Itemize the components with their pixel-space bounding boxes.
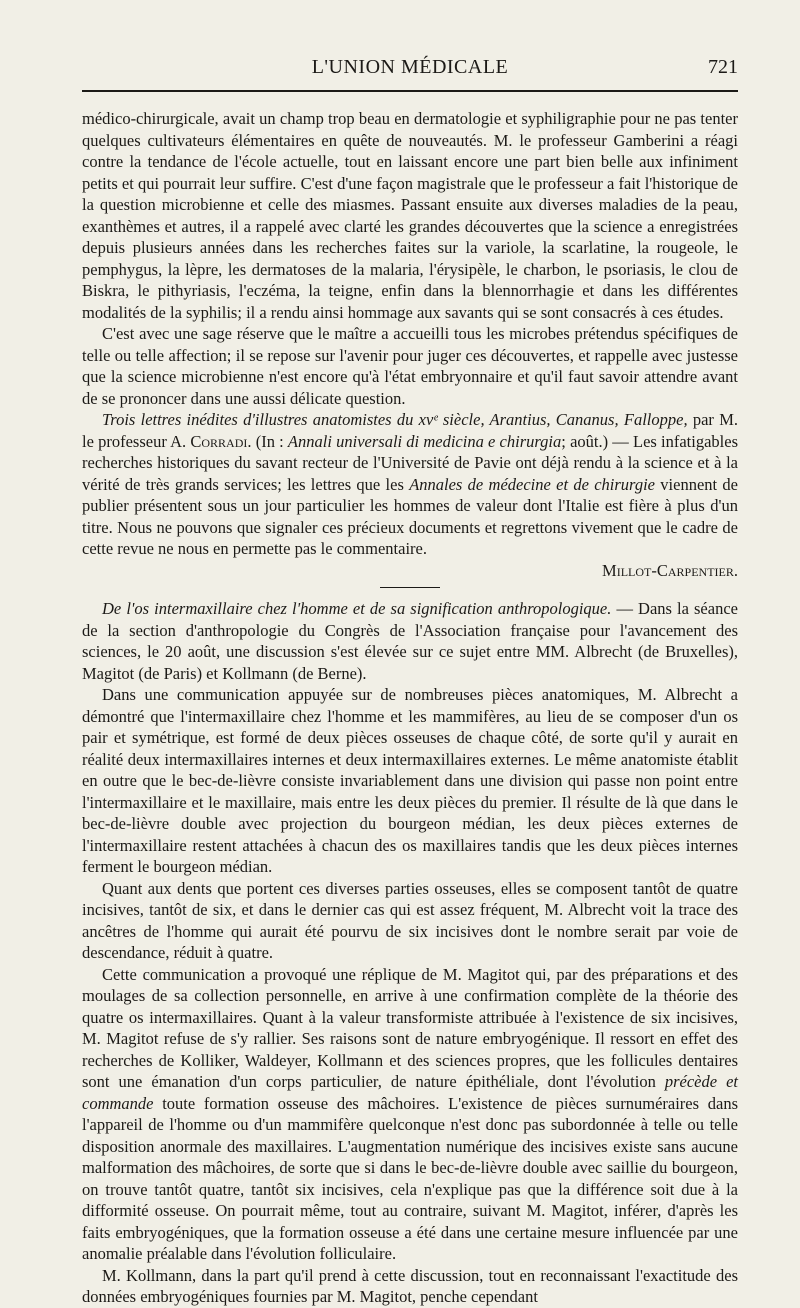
paragraph-intermaxillary: De l'os intermaxillaire chez l'homme et de sa signification anthropologique. — Dans la séance de la section d'anthropologie du Congrès de l'Association française pour l'avancement des sciences, le 20 août, une discussion s'est élevée sur ce sujet entre MM. Albrecht (de Bruxelles), Magitot (de Paris) et Kollmann (de Berne). [82, 599, 738, 683]
paragraph-microbes: C'est avec une sage réserve que le maître a accueilli tous les microbes prétendus spécifiques de telle ou telle affection; il se repose sur l'avenir pour juger ces découvertes, et rappelle avec justesse que la science microbienne n'est encore qu'à l'état embryonnaire et qu'il faut savoir attendre avant de se prononcer dans une aussi délicate question. [82, 324, 738, 408]
annales-name: Annales de médecine et de chirurgie [409, 474, 655, 494]
paragraph-teeth: Quant aux dents que portent ces diverses parties osseuses, elles se composent tantôt de quatre incisives, tantôt de six, et dans le dernier cas qui est assez fréquent, M. Albrecht voit la trace des ancêtres de l'homme qui aurait été pourvu de six incisives dont le nombre serait par voie de descendance, réduit à quatre. [82, 878, 738, 962]
section-separator [380, 587, 440, 588]
paragraph-kollmann: M. Kollmann, dans la part qu'il prend à cette discussion, tout en reconnaissant l'exactitude des données embryogéniques fournies par M. Magitot, penche cependant [82, 1265, 738, 1306]
letters-title: Trois lettres inédites d'illustres anatomistes du xvᵉ siècle, Arantius, Cananus, Falloppe, [102, 410, 688, 429]
running-head [82, 56, 738, 90]
intermaxillary-title: De l'os intermaxillaire chez l'homme et de sa signification anthropologique. [102, 599, 612, 618]
signature: Millot-Carpentier. [602, 560, 738, 580]
article-body [82, 108, 738, 1308]
header-rule [82, 90, 738, 92]
journal-name: Annali universali di medicina e chirurgia [287, 431, 562, 451]
page-number: 721 [708, 56, 738, 78]
paragraph-dermatology: médico-chirurgicale, avait un champ trop beau en dermatologie et syphiligraphie pour ne pas tenter quelques cultivateurs élémentaires en quête de nouveautés. M. le professeur Gamberini a réagi contre la tendance de l'école actuelle, tout en laissant encore une part bien belle aux infiniment petits et qui pourrait leur suffire. C'est d'une façon magistrale que le professeur a fait l'historique de la question microbienne et celle des miasmes. Passant ensuite aux diverses maladies de la peau, exanthèmes et autres, il a rappelé avec clarté les grandes découvertes que la science a enregistrées depuis plusieurs années dans les recherches faites sur la variole, la scarlatine, la rougeole, le pemphygus, la lèpre, les dermatoses de la malaria, l'érysipèle, le charbon, le psoriasis, le clou de Biskra, le pithyriasis, l'eczéma, la teigne, enfin dans la blennorrhagie et dans les différentes modalités de la syphilis; il a rendu ainsi hommage aux savants qui se sont consacrés à ces études. [82, 109, 738, 322]
author-name: Corradi [190, 431, 248, 451]
paragraph-albrecht: Dans une communication appuyée sur de nombreuses pièces anatomiques, M. Albrecht a démontré que l'intermaxillaire chez l'homme et les mammifères, au lieu de se composer d'un os pair et symétrique, est formé de deux pièces osseuses de chaque côté, de sorte qu'il y aurait en réalité deux intermaxillaires internes et deux intermaxillaires externes. Le même anatomiste établit en outre que le bec-de-lièvre consiste invariablement dans une division qui passe non point entre l'intermaxillaire et le maxillaire, mais entre les deux pièces du premier. Il résulte de là que dans le bec-de-lièvre double avec projection du bourgeon médian, les deux pièces externes de l'intermaxillaire restent attachées à chacun des os maxillaires tandis que les deux pièces internes ferment le bourgeon médian. [82, 685, 738, 876]
paragraph-magitot: Cette communication a provoqué une réplique de M. Magitot qui, par des préparations et des moulages de sa collection personnelle, en arrive à une confirmation complète de la théorie des quatre os intermaxillaires. Quant à la valeur transformiste attribuée à l'existence de six incisives, M. Magitot refuse de s'y rallier. Ses raisons sont de nature embryogénique. Il ressort en effet des recherches de Kolliker, Waldeyer, Kollmann et des sciences propres, que les follicules dentaires sont une émanation d'un corps particulier, de nature épithéliale, dont l'évolution précède et commande toute formation osseuse des mâchoires. L'existence de pièces surnuméraires dans l'appareil de l'homme ou d'un mammifère quelconque n'est donc pas subordonnée à telle ou telle disposition anormale des maxillaires. L'augmentation numérique des incisives existe sans aucune malformation des mâchoires, de sorte que si dans le bec-de-lièvre double avec saillie du bourgeon, on trouve tantôt quatre, tantôt six incisives, cela n'explique pas que la différence soit due à la difformité osseuse. On pourrait même, tout au contraire, suivant M. Magitot, inférer, d'après les faits embryogéniques, que la formation osseuse a été dans une certaine mesure influencée par une anomalie préalable dans l'évolution folliculaire. [82, 964, 739, 1263]
paragraph-letters: Trois lettres inédites d'illustres anatomistes du xvᵉ siècle, Arantius, Cananus, Falloppe, par M. le professeur A. Corradi. (In : Annali universali di medicina e chirurgia; août.) — Les infatigables recherches historiques du savant recteur de l'Université de Pavie ont déjà rendu à la science et à la vérité de très grands services; les lettres que les Annales de médecine et de chirurgie viennent de publier présentent sous un jour particulier les hommes de valeur dont l'Italie est fière à plus d'un titre. Nous ne pouvons que signaler ces précieux documents et regrettons vivement que le cadre de cette revue ne nous en permette pas le commentaire. [82, 410, 738, 558]
journal-title: L'UNION MÉDICALE [311, 56, 509, 78]
